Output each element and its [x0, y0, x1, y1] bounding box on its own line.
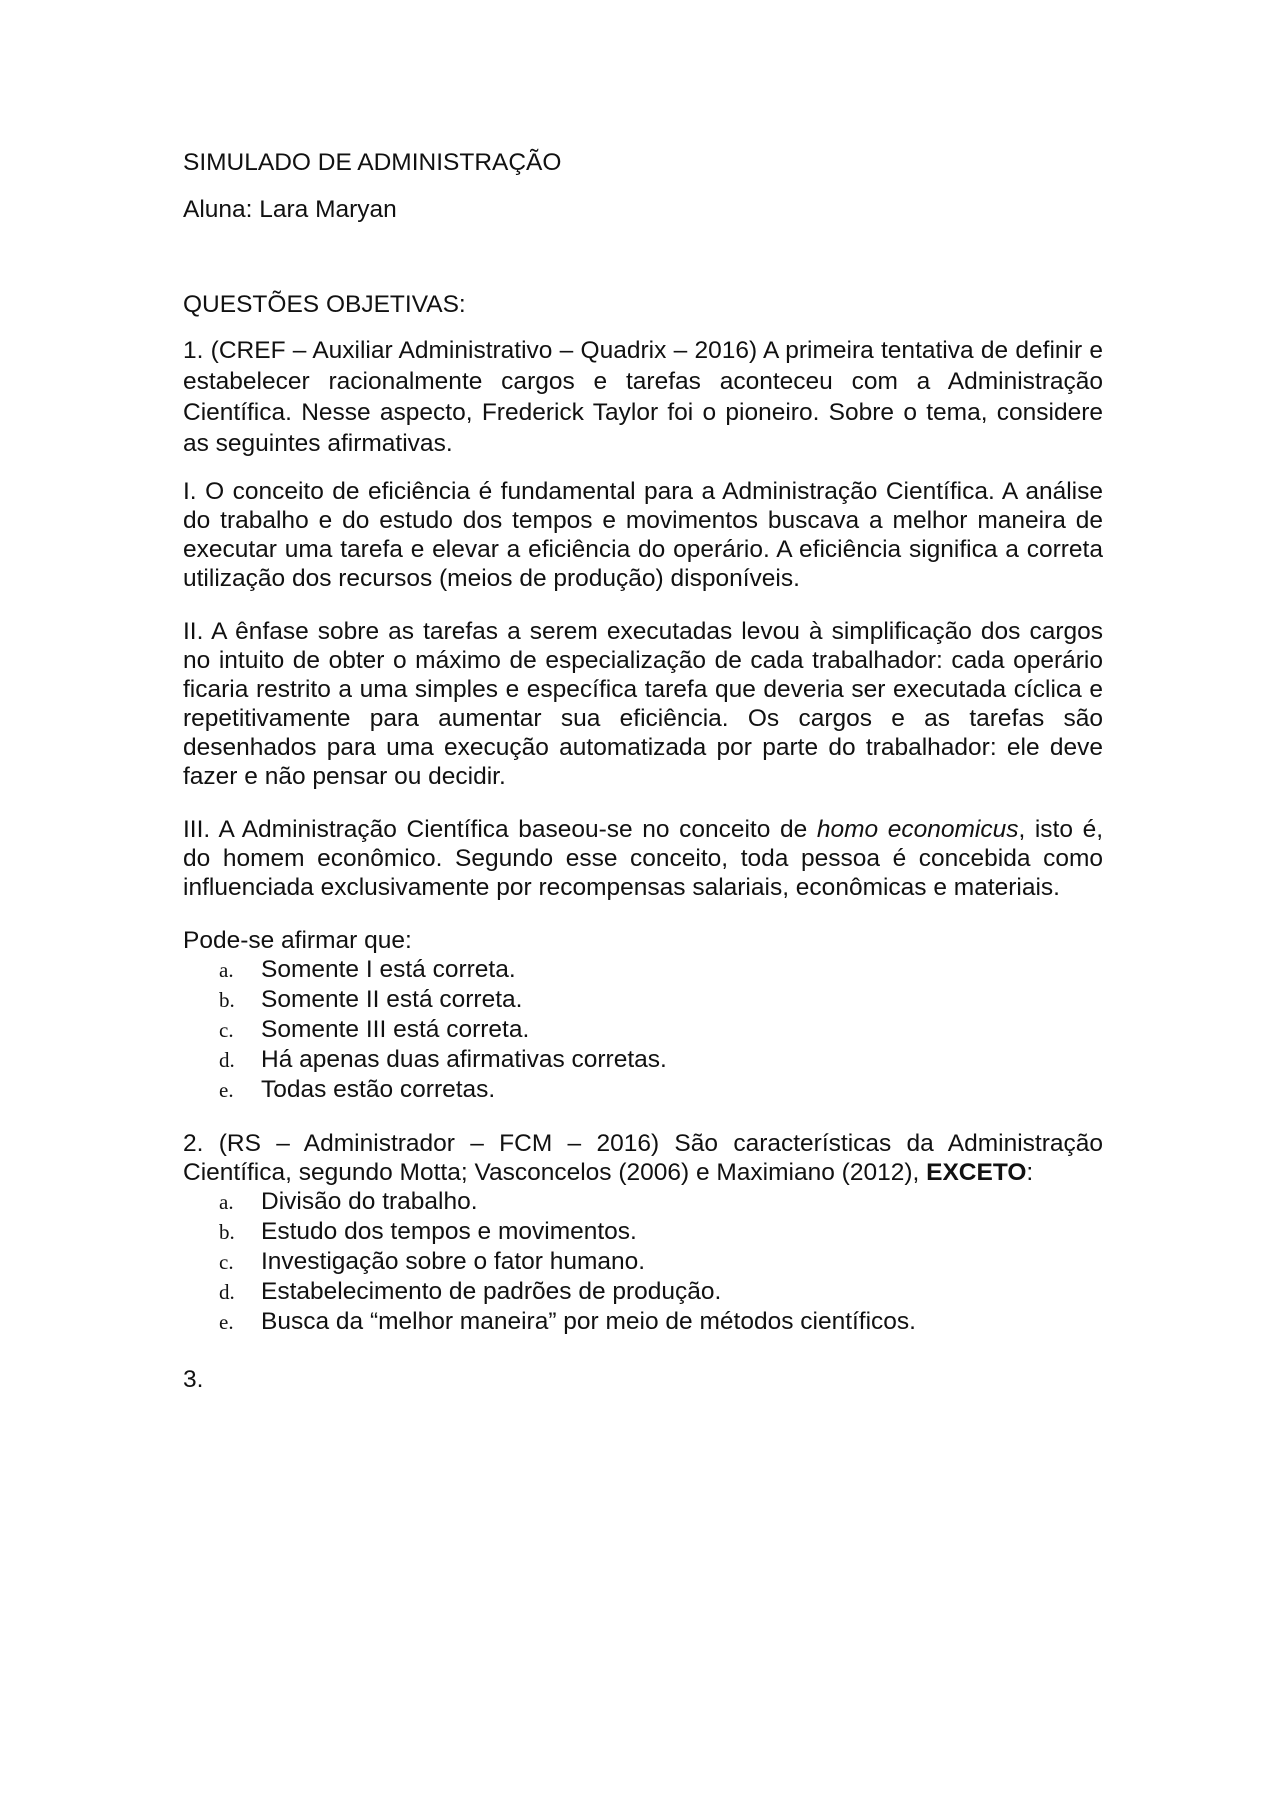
question-2-intro-colon: : [1026, 1159, 1034, 1186]
option-text: Somente III está correta. [261, 1016, 530, 1043]
question-2-options [183, 1187, 1103, 1337]
question-1-prompt: Pode-se afirmar que: [183, 927, 412, 954]
option-letter: c. [219, 1250, 234, 1274]
option-letter: c. [219, 1018, 234, 1042]
option-text: Divisão do trabalho. [261, 1188, 478, 1215]
student-name: Aluna: Lara Maryan [183, 196, 397, 223]
question-2-option-b [219, 1217, 1103, 1247]
question-1-intro: 1. (CREF – Auxiliar Administrativo – Quadrix – 2016) A primeira tentativa de definir e estabelecer racionalmente cargos e tarefas aconteceu com a Administração Científica. Nesse aspecto, Frederick Taylor foi o pioneiro. Sobre o tema, considere as seguintes afirmativas. [183, 337, 1103, 457]
option-text: Há apenas duas afirmativas corretas. [261, 1046, 667, 1073]
option-text: Estudo dos tempos e movimentos. [261, 1218, 637, 1245]
question-2-exceto-emphasis: EXCETO [926, 1159, 1027, 1186]
section-heading: QUESTÕES OBJETIVAS: [183, 291, 466, 318]
option-text: Busca da “melhor maneira” por meio de métodos científicos. [261, 1308, 916, 1335]
question-1-option-b [219, 985, 1103, 1015]
question-1-option-e [219, 1075, 1103, 1105]
option-letter: b. [219, 1220, 235, 1244]
question-2-intro-text: 2. (RS – Administrador – FCM – 2016) São características da Administração Científica, segundo Motta; Vasconcelos (2006) e Maximiano (2012), [183, 1130, 1103, 1186]
option-text: Somente II está correta. [261, 986, 523, 1013]
question-2 [183, 1129, 1103, 1337]
question-1-statement-2: II. A ênfase sobre as tarefas a serem executadas levou à simplificação dos cargos no intuito de obter o máximo de especialização de cada trabalhador: cada operário ficaria restrito a uma simples e específica tarefa que deveria ser executada cíclica e repetitivamente para aumentar sua eficiência. Os cargos e as tarefas são desenhados para uma execução automatizada por parte do trabalhador: ele deve fazer e não pensar ou decidir. [183, 618, 1103, 790]
option-letter: d. [219, 1048, 235, 1072]
question-2-option-d [219, 1277, 1103, 1307]
document-title: SIMULADO DE ADMINISTRAÇÃO [183, 149, 562, 176]
question-1-options [183, 955, 1103, 1105]
statement-3-text-start: III. A Administração Científica baseou-se no conceito de [183, 816, 817, 843]
question-1-statement-3 [183, 815, 1103, 902]
option-text: Estabelecimento de padrões de produção. [261, 1278, 722, 1305]
option-text: Investigação sobre o fator humano. [261, 1248, 646, 1275]
statement-3-italic-term: homo economicus [816, 816, 1019, 843]
option-text: Todas estão corretas. [261, 1076, 496, 1103]
document-page [183, 148, 1103, 1394]
option-letter: a. [219, 958, 234, 982]
question-1 [183, 335, 1103, 1105]
question-1-statement-1: I. O conceito de eficiência é fundamental para a Administração Científica. A análise do trabalho e do estudo dos tempos e movimentos buscava a melhor maneira de executar uma tarefa e elevar a eficiência do operário. A eficiência significa a correta utilização dos recursos (meios de produção) disponíveis. [183, 478, 1103, 592]
statement-3-text-end: , isto é, do homem econômico. Segundo esse conceito, toda pessoa é concebida como influenciada exclusivamente por recompensas salariais, econômicas e materiais. [183, 816, 1104, 901]
option-letter: b. [219, 988, 235, 1012]
question-1-option-d [219, 1045, 1103, 1075]
option-letter: a. [219, 1190, 234, 1214]
question-2-option-c [219, 1247, 1103, 1277]
question-2-intro [183, 1129, 1103, 1187]
question-2-option-e [219, 1307, 1103, 1337]
option-letter: e. [219, 1310, 234, 1334]
question-2-option-a [219, 1187, 1103, 1217]
question-1-option-a [219, 955, 1103, 985]
option-letter: e. [219, 1078, 234, 1102]
question-1-option-c [219, 1015, 1103, 1045]
option-text: Somente I está correta. [261, 956, 516, 983]
option-letter: d. [219, 1280, 235, 1304]
question-3-number: 3. [183, 1366, 204, 1393]
